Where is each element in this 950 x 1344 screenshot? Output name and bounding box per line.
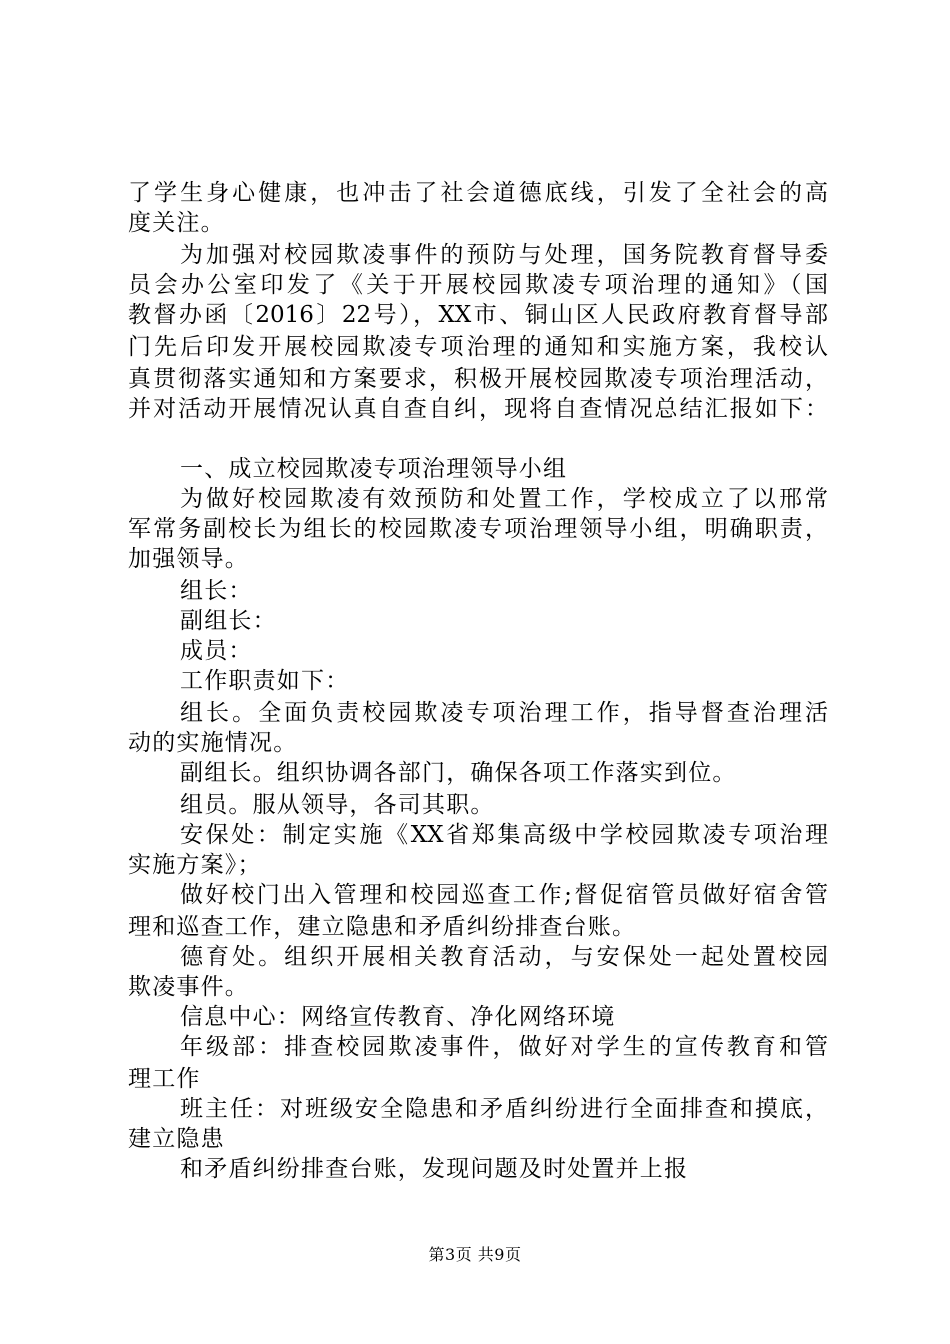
page-number: 第3页 共9页 — [428, 1245, 522, 1264]
body-line: 军常务副校长为组长的校园欺凌专项治理领导小组，明确职责， — [128, 516, 828, 542]
body-line: 员会办公室印发了《关于开展校园欺凌专项治理的通知》（国 — [128, 272, 828, 298]
body-line: 理和巡查工作，建立隐患和矛盾纠纷排查台账。 — [128, 914, 637, 940]
body-line: 组员。服从领导，各司其职。 — [180, 792, 495, 818]
body-line: 组长。全面负责校园欺凌专项治理工作，指导督查治理活 — [180, 700, 828, 726]
body-line: 副组长。组织协调各部门，确保各项工作落实到位。 — [180, 760, 737, 786]
body-line: 加强领导。 — [128, 546, 249, 572]
body-line: 门先后印发开展校园欺凌专项治理的通知和实施方案，我校认 — [128, 334, 828, 360]
body-line: 教督办函〔2016〕22号），XX市、铜山区人民政府教育督导部 — [128, 302, 828, 328]
body-line: 做好校门出入管理和校园巡查工作;督促宿管员做好宿舍管 — [180, 882, 828, 908]
body-line: 理工作 — [128, 1066, 201, 1092]
body-line: 班主任：对班级安全隐患和矛盾纠纷进行全面排查和摸底， — [180, 1096, 828, 1122]
body-line: 德育处。组织开展相关教育活动，与安保处一起处置校园 — [180, 944, 828, 970]
body-line: 和矛盾纠纷排查台账，发现问题及时处置并上报 — [180, 1156, 689, 1182]
body-line: 成员： — [180, 638, 253, 664]
body-line: 为做好校园欺凌有效预防和处置工作，学校成立了以邢常 — [180, 486, 828, 512]
body-line: 度关注。 — [128, 210, 225, 236]
body-line: 组长： — [180, 578, 253, 604]
body-line: 工作职责如下： — [180, 668, 350, 694]
body-line: 信息中心：网络宣传教育、净化网络环境 — [180, 1004, 616, 1030]
section-heading: 一、成立校园欺凌专项治理领导小组 — [180, 456, 568, 482]
body-line: 实施方案》； — [128, 852, 262, 878]
body-line: 动的实施情况。 — [128, 730, 298, 756]
body-line: 年级部：排查校园欺凌事件，做好对学生的宣传教育和管 — [180, 1034, 828, 1060]
body-line: 建立隐患 — [128, 1126, 225, 1152]
body-line: 真贯彻落实通知和方案要求，积极开展校园欺凌专项治理活动， — [128, 366, 828, 392]
body-line: 并对活动开展情况认真自查自纠，现将自查情况总结汇报如下： — [128, 396, 828, 422]
body-line: 副组长： — [180, 608, 277, 634]
body-line: 欺凌事件。 — [128, 974, 249, 1000]
body-line: 安保处：制定实施《XX省郑集高级中学校园欺凌专项治理 — [180, 822, 828, 848]
body-line: 为加强对校园欺凌事件的预防与处理，国务院教育督导委 — [180, 242, 828, 268]
body-line: 了学生身心健康，也冲击了社会道德底线，引发了全社会的高 — [128, 180, 828, 206]
